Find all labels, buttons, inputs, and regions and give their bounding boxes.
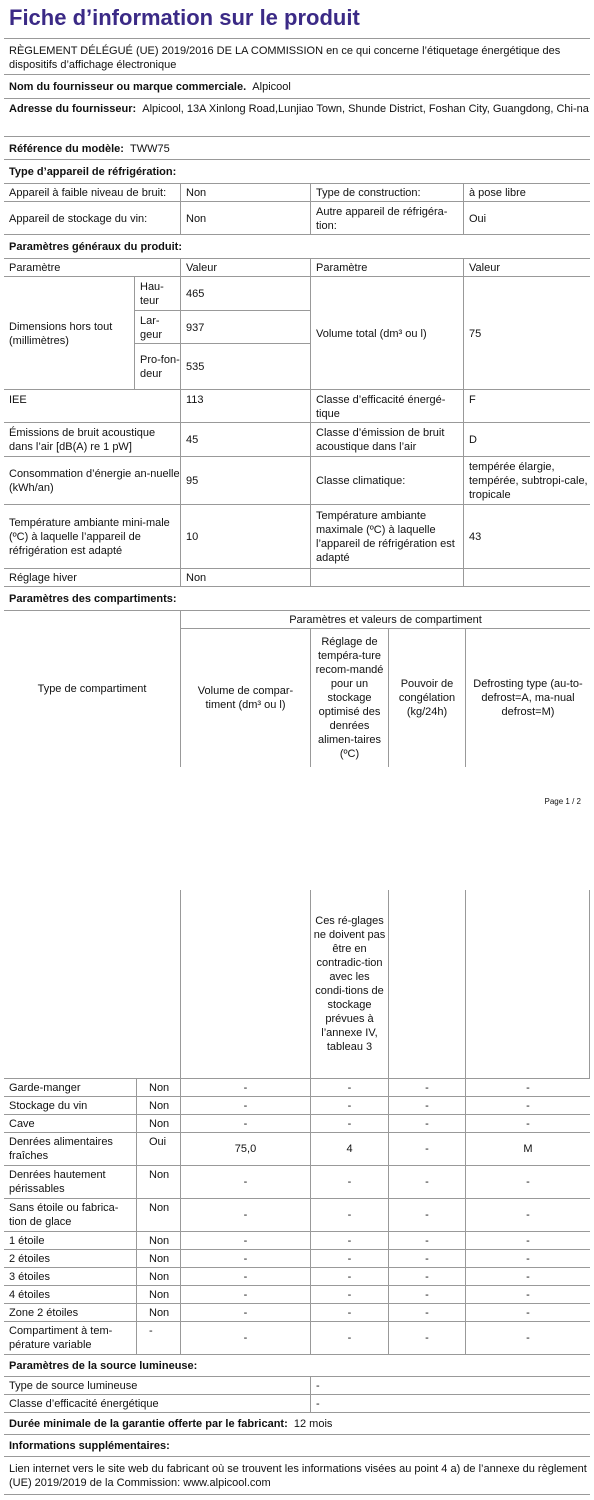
compartment-present: Non bbox=[136, 1268, 180, 1285]
compartment-volume: - bbox=[180, 1166, 310, 1198]
appliance-type-row-1 bbox=[4, 184, 590, 202]
wine-appliance-label: Appareil de stockage du vin: bbox=[9, 212, 148, 225]
compartment-name: Garde-manger bbox=[9, 1082, 81, 1094]
compartment-present: Non bbox=[136, 1304, 180, 1321]
compartment-present: Non bbox=[136, 1115, 180, 1132]
table-row bbox=[4, 1079, 590, 1097]
general-heading-row bbox=[4, 235, 590, 259]
energy-value: 95 bbox=[180, 457, 310, 504]
compartment-setting: - bbox=[310, 1286, 388, 1303]
compartment-freezing: - bbox=[388, 1115, 465, 1132]
max-temp-label: Température ambiante maximale (ºC) à laquelle l’appareil de réfrigération est adapté bbox=[310, 505, 463, 568]
compartment-name: 2 étoiles bbox=[9, 1253, 50, 1265]
max-temp-value: 43 bbox=[463, 505, 590, 568]
compartment-present: Non bbox=[136, 1286, 180, 1303]
table-row bbox=[4, 1199, 590, 1232]
temp-row bbox=[4, 505, 590, 569]
winter-value: Non bbox=[180, 569, 310, 586]
compartment-defrost: - bbox=[465, 1268, 590, 1285]
compartment-name: Stockage du vin bbox=[9, 1100, 88, 1112]
compartment-freezing: - bbox=[388, 1304, 465, 1321]
compartment-defrost: - bbox=[465, 1199, 590, 1231]
table-row bbox=[4, 1286, 590, 1304]
compartment-defrost: - bbox=[465, 1232, 590, 1249]
compartment-freezing: - bbox=[388, 1232, 465, 1249]
low-noise-value: Non bbox=[180, 184, 310, 201]
compartment-present: Non bbox=[136, 1250, 180, 1267]
iee-row bbox=[4, 390, 590, 423]
extra-heading: Informations supplémentaires: bbox=[9, 1440, 170, 1452]
low-noise-label: Appareil à faible niveau de bruit: bbox=[9, 187, 167, 199]
construction-label: Type de construction: bbox=[310, 184, 463, 201]
compartment-defrost: - bbox=[465, 1097, 590, 1114]
compartment-header-continued bbox=[4, 890, 590, 1079]
noise-label: Émissions de bruit acoustique dans l’air [dB(A) re 1 pW] bbox=[9, 427, 156, 453]
light-type-label: Type de source lumineuse bbox=[9, 1380, 138, 1392]
compartment-setting: - bbox=[310, 1250, 388, 1267]
compartments-heading: Paramètres des compartiments: bbox=[9, 593, 177, 605]
compartment-setting: - bbox=[310, 1166, 388, 1198]
compartment-defrost: - bbox=[465, 1322, 590, 1354]
col-compartment-type: Type de compartiment bbox=[37, 683, 147, 695]
compartment-freezing: - bbox=[388, 1286, 465, 1303]
compartment-present: Non bbox=[136, 1232, 180, 1249]
noise-class-value: D bbox=[463, 423, 590, 456]
winter-row bbox=[4, 569, 590, 587]
compartment-name: 3 étoiles bbox=[9, 1271, 50, 1283]
compartment-present: Non bbox=[136, 1097, 180, 1114]
appliance-type-row-2 bbox=[4, 202, 590, 235]
light-class-value: - bbox=[310, 1395, 590, 1412]
compartment-freezing: - bbox=[388, 1250, 465, 1267]
height-value: 465 bbox=[180, 277, 310, 310]
address-value: Alpicool, 13A Xinlong Road,Lunjiao Town, Shunde District, Foshan City, Guangdong, Chi-na bbox=[142, 103, 589, 115]
compartment-setting: - bbox=[310, 1322, 388, 1354]
compartment-volume: - bbox=[180, 1322, 310, 1354]
light-type-row bbox=[4, 1377, 590, 1395]
page-number: Page 1 / 2 bbox=[544, 797, 581, 806]
compartment-volume: - bbox=[180, 1286, 310, 1303]
climate-label: Classe climatique: bbox=[310, 457, 463, 504]
extra-heading-row bbox=[4, 1435, 590, 1457]
extra-text: Lien internet vers le site web du fabricant où se trouvent les informations visées au point 4 a) de l’annexe du règlement (UE) 2019/2019 de la Commission: www.alpicool.com bbox=[9, 1463, 587, 1489]
warranty-row bbox=[4, 1413, 590, 1435]
compartment-present: - bbox=[136, 1322, 180, 1354]
compartments-heading-row bbox=[4, 587, 590, 611]
model-row bbox=[4, 137, 590, 160]
other-appliance-value: Oui bbox=[463, 202, 590, 234]
construction-value: à pose libre bbox=[463, 184, 590, 201]
compartment-setting: - bbox=[310, 1232, 388, 1249]
compartment-volume: - bbox=[180, 1250, 310, 1267]
table-row bbox=[4, 1097, 590, 1115]
table-row bbox=[4, 1115, 590, 1133]
compartment-freezing: - bbox=[388, 1133, 465, 1165]
width-value: 937 bbox=[180, 310, 310, 343]
compartment-present: Oui bbox=[136, 1133, 180, 1165]
compartment-setting: 4 bbox=[310, 1133, 388, 1165]
compartment-freezing: - bbox=[388, 1097, 465, 1114]
compartment-setting: - bbox=[310, 1115, 388, 1132]
compartment-volume: - bbox=[180, 1097, 310, 1114]
setting-note: Ces ré-glages ne doivent pas être en contradic-tion avec les condi-tions de stockage prévues à l’annexe IV, tableau 3 bbox=[310, 890, 388, 1078]
compartment-defrost: - bbox=[465, 1079, 590, 1096]
depth-value: 535 bbox=[180, 343, 310, 389]
col-value: Valeur bbox=[180, 259, 310, 276]
col-param-2: Paramètre bbox=[310, 259, 463, 276]
page-title: Fiche d’information sur le produit bbox=[9, 5, 360, 30]
compartment-setting: - bbox=[310, 1304, 388, 1321]
compartment-name: Zone 2 étoiles bbox=[9, 1307, 79, 1319]
table-row bbox=[4, 1322, 590, 1355]
noise-value: 45 bbox=[180, 423, 310, 456]
min-temp-label: Température ambiante mini-male (ºC) à laquelle l’appareil de réfrigération est adapté bbox=[9, 517, 170, 557]
min-temp-value: 10 bbox=[180, 505, 310, 568]
compartment-freezing: - bbox=[388, 1166, 465, 1198]
general-heading: Paramètres généraux du produit: bbox=[9, 241, 182, 253]
address-label: Adresse du fournisseur: bbox=[9, 103, 137, 115]
supplier-row bbox=[4, 75, 590, 99]
noise-row bbox=[4, 423, 590, 457]
compartment-name: 1 étoile bbox=[9, 1235, 45, 1247]
table-row bbox=[4, 1232, 590, 1250]
compartment-defrost: - bbox=[465, 1286, 590, 1303]
compartment-setting: - bbox=[310, 1199, 388, 1231]
light-heading: Paramètres de la source lumineuse: bbox=[9, 1360, 198, 1372]
width-label: Lar-geur bbox=[134, 310, 180, 343]
compartment-name: 4 étoiles bbox=[9, 1289, 50, 1301]
col-parameters-group: Paramètres et valeurs de compartiment bbox=[180, 611, 590, 629]
energy-label: Consommation d’énergie an-nuelle (kWh/an) bbox=[9, 468, 180, 494]
model-label: Référence du modèle: bbox=[9, 142, 124, 155]
compartment-freezing: - bbox=[388, 1268, 465, 1285]
compartment-name: Compartiment à tem-pérature variable bbox=[9, 1325, 113, 1351]
other-appliance-label: Autre appareil de réfrigéra-tion: bbox=[310, 202, 463, 234]
compartment-header bbox=[4, 611, 590, 767]
compartment-present: Non bbox=[136, 1079, 180, 1096]
compartment-present: Non bbox=[136, 1166, 180, 1198]
energy-row bbox=[4, 457, 590, 505]
table-row bbox=[4, 1166, 590, 1199]
compartment-freezing: - bbox=[388, 1322, 465, 1354]
table-row bbox=[4, 1133, 590, 1166]
col-temperature-setting: Réglage de tempéra-ture recom-mandé pour un stockage optimisé des denrées alimen-taires (ºC) bbox=[310, 629, 388, 767]
light-class-label: Classe d’efficacité énergétique bbox=[9, 1398, 159, 1410]
volume-value: 75 bbox=[463, 277, 590, 389]
col-defrost-type: Defrosting type (au-to-defrost=A, ma-nual defrost=M) bbox=[465, 629, 590, 767]
appliance-type-heading: Type d’appareil de réfrigération: bbox=[9, 166, 177, 178]
warranty-label: Durée minimale de la garantie offerte par le fabricant: bbox=[9, 1418, 288, 1430]
compartment-freezing: - bbox=[388, 1079, 465, 1096]
light-class-row bbox=[4, 1395, 590, 1413]
address-row bbox=[4, 99, 590, 137]
climate-value: tempérée élargie, tempérée, subtropi-cale, tropicale bbox=[463, 457, 590, 504]
col-value-2: Valeur bbox=[463, 259, 590, 276]
volume-label: Volume total (dm³ ou l) bbox=[310, 277, 463, 389]
dimensions-block bbox=[4, 277, 590, 390]
compartment-volume: 75,0 bbox=[180, 1133, 310, 1165]
iee-label: IEE bbox=[9, 394, 27, 406]
table-row bbox=[4, 1268, 590, 1286]
supplier-label: Nom du fournisseur ou marque commerciale. bbox=[9, 81, 247, 93]
compartment-volume: - bbox=[180, 1232, 310, 1249]
general-header-row bbox=[4, 259, 590, 277]
compartment-setting: - bbox=[310, 1268, 388, 1285]
extra-text-row bbox=[4, 1457, 590, 1495]
compartment-present: Non bbox=[136, 1199, 180, 1231]
appliance-type-heading-row bbox=[4, 160, 590, 184]
regulation-row bbox=[4, 38, 590, 75]
efficiency-class-label: Classe d’efficacité énergé-tique bbox=[310, 390, 463, 422]
compartment-volume: - bbox=[180, 1079, 310, 1096]
compartment-defrost: - bbox=[465, 1166, 590, 1198]
table-row bbox=[4, 1304, 590, 1322]
col-param: Paramètre bbox=[9, 262, 61, 274]
compartment-name: Cave bbox=[9, 1118, 35, 1130]
compartment-name: Denrées alimentaires fraîches bbox=[9, 1136, 113, 1162]
compartment-defrost: - bbox=[465, 1115, 590, 1132]
light-heading-row bbox=[4, 1355, 590, 1377]
compartment-defrost: - bbox=[465, 1304, 590, 1321]
compartment-name: Denrées hautement périssables bbox=[9, 1169, 106, 1195]
warranty-value: 12 mois bbox=[293, 1418, 333, 1430]
col-volume: Volume de compar-timent (dm³ ou l) bbox=[180, 629, 310, 767]
compartment-setting: - bbox=[310, 1097, 388, 1114]
compartment-volume: - bbox=[180, 1199, 310, 1231]
height-label: Hau-teur bbox=[134, 277, 180, 310]
compartment-volume: - bbox=[180, 1115, 310, 1132]
depth-label: Pro-fon-deur bbox=[134, 343, 180, 389]
compartment-setting: - bbox=[310, 1079, 388, 1096]
light-type-value: - bbox=[310, 1377, 590, 1394]
table-row bbox=[4, 1250, 590, 1268]
compartment-volume: - bbox=[180, 1268, 310, 1285]
iee-value: 113 bbox=[180, 390, 310, 422]
regulation-text: RÈGLEMENT DÉLÉGUÉ (UE) 2019/2016 DE LA COMMISSION en ce qui concerne l’étiquetage énergétique des dispositifs d’affichage électronique bbox=[9, 44, 561, 71]
compartment-freezing: - bbox=[388, 1199, 465, 1231]
wine-appliance-value: Non bbox=[180, 202, 310, 234]
model-value: TWW75 bbox=[130, 142, 170, 155]
compartment-volume: - bbox=[180, 1304, 310, 1321]
dimensions-label: Dimensions hors tout (millimètres) bbox=[9, 320, 113, 347]
col-freezing-capacity: Pouvoir de congélation (kg/24h) bbox=[388, 629, 465, 767]
supplier-value: Alpicool bbox=[252, 81, 291, 93]
compartment-defrost: - bbox=[465, 1250, 590, 1267]
compartment-name: Sans étoile ou fabrica-tion de glace bbox=[9, 1202, 119, 1228]
noise-class-label: Classe d’émission de bruit acoustique dans l’air bbox=[310, 423, 463, 456]
efficiency-class-value: F bbox=[463, 390, 590, 422]
compartment-defrost: M bbox=[465, 1133, 590, 1165]
winter-label: Réglage hiver bbox=[9, 572, 77, 584]
